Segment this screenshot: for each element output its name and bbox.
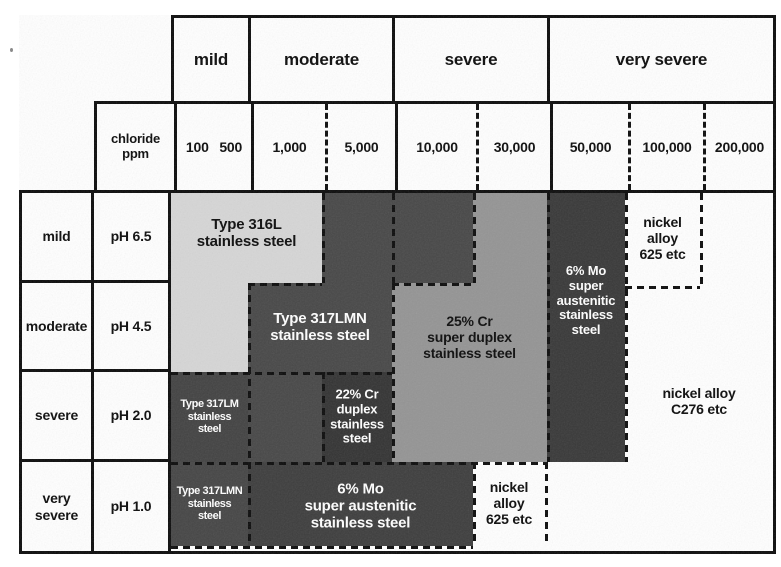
chloride-value-100-500: 100 500 — [174, 104, 251, 190]
label-ni625-bottom: nickel alloy 625 etc — [485, 479, 533, 527]
dash-v-5000-10000-row1 — [392, 193, 395, 283]
header-severity-severe: severe — [395, 18, 550, 101]
chloride-header-row — [94, 101, 776, 193]
chloride-value-1000: 1,000 — [251, 104, 325, 190]
chloride-value-10000: 10,000 — [395, 104, 476, 190]
label-6mo-bottom: 6% Mo super austenitic stainless steel — [304, 480, 417, 532]
row-label-grid — [19, 190, 171, 554]
label-6mo-column: 6% Mo super austenitic stainless steel — [556, 262, 616, 338]
dash-v-317lmn-25cr-row1 — [473, 193, 476, 283]
region-317lmn-fill-row1 — [322, 193, 473, 283]
dash-h-ni625-top-bottom — [625, 286, 700, 289]
row-severity-severe: severe — [22, 372, 94, 462]
label-317lmn: Type 317LMN stainless steel — [270, 309, 370, 344]
region-25cr-fill-main — [392, 283, 547, 462]
label-316l: Type 316L stainless steel — [196, 215, 297, 250]
chart-body — [168, 190, 776, 554]
header-severity-moderate: moderate — [251, 18, 395, 101]
chloride-value-50000: 50,000 — [550, 104, 628, 190]
chloride-ppm-label: chloride ppm — [111, 131, 160, 161]
dash-h-317lmn-25cr — [392, 283, 473, 286]
chloride-value-5000: 5,000 — [325, 104, 395, 190]
dash-h-316l-bottom — [248, 283, 322, 286]
label-317lm: Type 317LM stainless steel — [180, 398, 239, 436]
chloride-value-200000: 200,000 — [703, 104, 773, 190]
header-severity-mild: mild — [174, 18, 251, 101]
label-22cr: 22% Cr duplex stainless steel — [330, 386, 384, 446]
dash-v-316l-right — [322, 193, 325, 283]
severity-header-row — [171, 15, 776, 104]
row-severity-moderate: moderate — [22, 283, 94, 372]
region-317lmn-fill-row3 — [248, 372, 322, 462]
header-severity-very-severe: very severe — [615, 49, 708, 69]
dash-h-row4-bottom — [171, 546, 473, 549]
row-ph-4-5: pH 4.5 — [94, 283, 168, 372]
chloride-value-30000: 30,000 — [476, 104, 550, 190]
row-severity-very-severe: very severe — [22, 462, 94, 551]
region-25cr-fill-top — [473, 193, 547, 283]
label-c276: nickel alloy C276 etc — [662, 385, 736, 417]
row-severity-mild: mild — [22, 193, 94, 283]
row-ph-2-0: pH 2.0 — [94, 372, 168, 462]
row-ph-1-0: pH 1.0 — [110, 498, 152, 515]
scan-speck — [10, 48, 13, 52]
label-317lmn-bottom: Type 317LMN stainless steel — [176, 485, 243, 523]
dash-v-ni625b-right — [545, 462, 548, 546]
label-ni625-top: nickel alloy 625 etc — [639, 214, 686, 262]
row-ph-6-5: pH 6.5 — [94, 193, 168, 283]
dash-v-ni625-top-right — [700, 193, 703, 286]
label-25cr: 25% Cr super duplex stainless steel — [423, 313, 516, 361]
dash-h-row3-top — [171, 372, 392, 375]
dash-v-317lmn-25cr-main — [392, 283, 395, 462]
dash-h-row4-top — [171, 462, 547, 465]
chloride-value-100000: 100,000 — [628, 104, 703, 190]
